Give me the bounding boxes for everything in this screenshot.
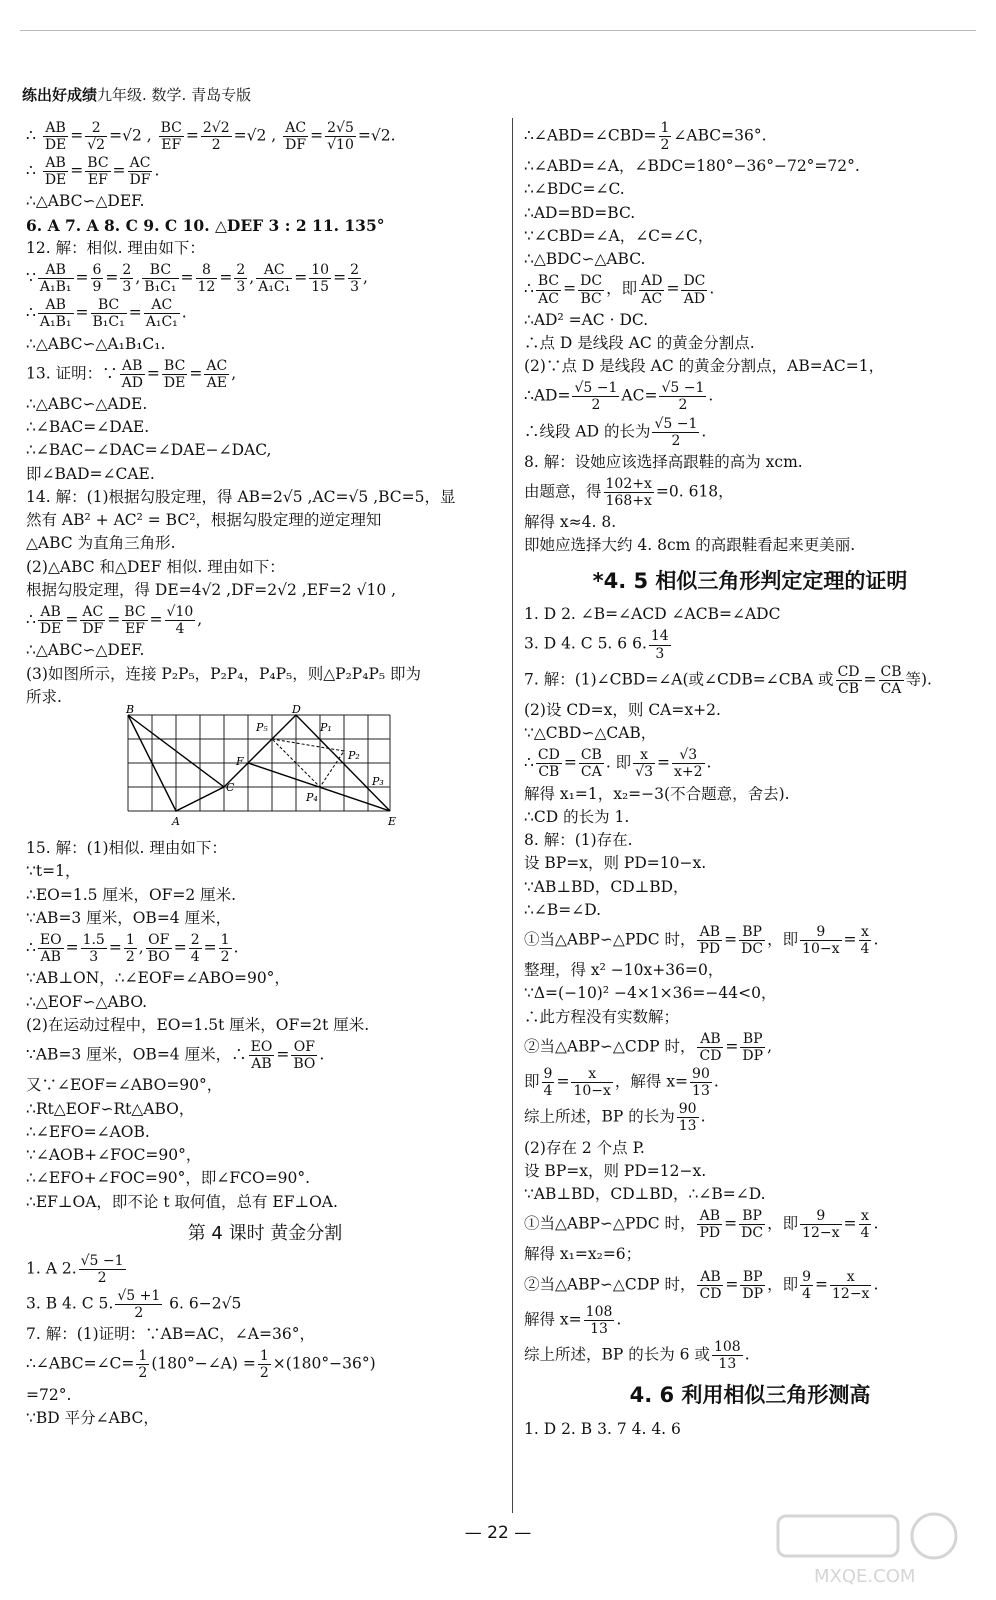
fraction: $\frac{1}{2}$ xyxy=(660,120,670,154)
fraction: $\frac{CB}{CA}$ xyxy=(580,747,602,781)
fraction: $\frac{AB}{\text{A₁B₁}}$ xyxy=(39,262,72,296)
right-line: 由题意，得 $\frac{102+x}{168+x}$ =0. 618， xyxy=(524,476,734,510)
left-line: ∴∠BAC=∠DAE. xyxy=(26,418,150,437)
right-column xyxy=(524,118,976,1441)
fraction: $\frac{BP}{DP}$ xyxy=(742,1030,764,1065)
label-p2: P₂ xyxy=(348,749,360,763)
problem-heading: 15. 解：(1)相似. 理由如下： xyxy=(26,839,227,858)
fraction: $\frac{√5 -1}{2}$ xyxy=(654,415,698,449)
left-line: 即∠BAD=∠CAE. xyxy=(26,464,155,483)
problem-heading: 12. 解：相似. 理由如下： xyxy=(26,238,205,257)
label-e: E xyxy=(388,815,397,829)
answer-row: 1. D 2. B 3. 7 4. 4. 6 xyxy=(524,1419,681,1438)
section-title: 4. 6 利用相似三角形测高 xyxy=(629,1383,871,1408)
right-line: 解得 x₁=x₂=6； xyxy=(524,1245,642,1264)
left-column xyxy=(26,118,504,1430)
left-line: ∴ $\frac{AB}{\text{A₁B₁}}$ = $\frac{BC}{\text{B₁C₁}}$ = $\frac{AC}{\text{A₁C₁}}$ . xyxy=(26,297,187,331)
answer-row: 3. D 4. C 5. 6 6. $\frac{14}{3}$ xyxy=(524,628,669,662)
fraction: $\frac{10}{15}$ xyxy=(311,262,330,296)
fraction: $\frac{OF}{BO}$ xyxy=(147,932,170,966)
fraction: $\frac{√3}{x+2}$ xyxy=(674,747,703,781)
fraction: $\frac{CD}{CB}$ xyxy=(837,663,860,697)
fraction: $\frac{√5 +1}{2}$ xyxy=(117,1287,161,1322)
right-line: ∵AB⊥BD，CD⊥BD， xyxy=(524,877,689,896)
right-line: 设 BP=x，则 PD=12−x. xyxy=(524,1161,707,1180)
right-line: ∵∠CBD=∠A，∠C=∠C， xyxy=(524,226,714,245)
fraction: $\frac{2}{√2}$ xyxy=(87,120,106,154)
t: = xyxy=(70,161,84,180)
fraction: $\frac{90}{13}$ xyxy=(678,1101,697,1135)
fraction: $\frac{BP}{DP}$ xyxy=(742,1268,764,1302)
label-f: F xyxy=(236,755,244,769)
label-c: C xyxy=(226,781,235,795)
fraction: $\frac{1}{2}$ xyxy=(220,932,230,966)
lesson-title: 第 4 课时 黄金分割 xyxy=(187,1222,343,1244)
problem-heading: 8. 解：设她应该选择高跟鞋的高为 xcm. xyxy=(524,452,803,471)
right-line: 解得 x≈4. 8. xyxy=(524,513,617,532)
left-line: ∵AB⊥ON，∴∠EOF=∠ABO=90°， xyxy=(26,969,290,988)
t: =√2 , xyxy=(233,126,277,145)
right-line: ∴ $\frac{BC}{AC}$ = $\frac{DC}{BC}$ ，即 $\frac{AD}{AC}$ = $\frac{DC}{AD}$ . xyxy=(524,273,715,307)
grid-diagram xyxy=(126,703,397,833)
fraction: $\frac{14}{3}$ xyxy=(650,628,669,662)
t: =√2. xyxy=(357,126,396,145)
answer-row: 6. A 7. A 8. C 9. C 10. △DEF 3 : 2 11. 135° xyxy=(26,215,385,235)
problem-heading: 8. 解：(1)存在. xyxy=(524,831,633,849)
fraction: $\frac{9}{4}$ xyxy=(802,1268,812,1302)
left-line: =72°. xyxy=(26,1385,72,1404)
t: ∴ xyxy=(26,161,36,180)
t: = xyxy=(70,126,84,145)
fraction: $\frac{x}{4}$ xyxy=(860,924,870,958)
fraction: $\frac{x}{12-x}$ xyxy=(832,1268,870,1302)
left-line: ∵ $\frac{AB}{\text{A₁B₁}}$ = $\frac{6}{9}$ = $\frac{2}{3}$ , $\frac{BC}{\text{B₁C₁}}$ = $\frac{8}{12}$ = $\frac{2}{3}$ , $\frac{AC}{\text{A₁C₁}}$ = $\frac{10}{15}$ = $\frac{2}{3}$ , xyxy=(26,262,368,296)
left-line: ∴EF⊥OA，即不论 t 取何值，总有 EF⊥OA. xyxy=(26,1192,338,1211)
watermark-text: MXQE.COM xyxy=(814,1566,916,1587)
right-line: 即 $\frac{9}{4}$ = $\frac{x}{10-x}$ ，解得 x= $\frac{90}{13}$ . xyxy=(524,1066,719,1100)
fraction: $\frac{AB}{DE}$ xyxy=(39,604,62,638)
right-line: ∴△BDC∽△ABC. xyxy=(524,250,646,269)
right-line: (2)设 CD=x，则 CA=x+2. xyxy=(524,700,721,719)
right-line: (2)存在 2 个点 P. xyxy=(524,1138,645,1157)
left-line: ∴△ABC∽△DEF. xyxy=(26,641,145,660)
fraction: $\frac{BC}{EF}$ xyxy=(160,120,182,154)
right-line: ∴∠B=∠D. xyxy=(524,900,602,919)
right-line: ∴∠ABD=∠A，∠BDC=180°−36°−72°=72°. xyxy=(524,157,860,176)
left-line: ∴Rt△EOF∽Rt△ABO， xyxy=(26,1099,195,1118)
right-line: ∴CD 的长为 1. xyxy=(524,807,630,826)
fraction: $\frac{CD}{CB}$ xyxy=(537,747,560,781)
fraction: $\frac{AB}{PD}$ xyxy=(699,924,721,958)
fraction: $\frac{2√2}{2}$ xyxy=(202,120,230,154)
label-p5: P₅ xyxy=(256,721,268,735)
fraction: $\frac{DC}{AD}$ xyxy=(683,273,706,307)
fraction: $\frac{x}{√3}$ xyxy=(635,747,653,781)
fraction: $\frac{DC}{BC}$ xyxy=(580,273,603,307)
left-line: ∴EO=1.5 厘米，OF=2 厘米. xyxy=(26,885,237,904)
fraction: $\frac{√5 -1}{2}$ xyxy=(574,380,618,414)
label-a: A xyxy=(172,815,180,829)
right-line: 综上所述，BP 的长为 6 或 $\frac{108}{13}$ . xyxy=(524,1339,750,1373)
fraction: $\frac{CB}{CA}$ xyxy=(880,663,902,697)
right-line: 即她应选择大约 4. 8cm 的高跟鞋看起来更美丽. xyxy=(524,536,856,555)
label-d: D xyxy=(292,703,301,717)
section-title: *4. 5 相似三角形判定定理的证明 xyxy=(592,568,908,593)
left-line: 又∵∠EOF=∠ABO=90°， xyxy=(26,1076,223,1095)
right-line: ②当△ABP∽△CDP 时， $\frac{AB}{CD}$ = $\frac{BP}{DP}$ ，即 $\frac{9}{4}$ = $\frac{x}{12-x}$ . xyxy=(524,1268,879,1302)
left-line: 1. A 2. $\frac{√5 -1}{2}$ xyxy=(26,1252,124,1286)
fraction: $\frac{9}{4}$ xyxy=(543,1066,553,1100)
right-line: ∴AD= $\frac{√5 -1}{2}$ AC= $\frac{√5 -1}{2}$ . xyxy=(524,380,714,414)
fraction: $\frac{9}{10-x}$ xyxy=(802,924,840,958)
left-line: △ABC 为直角三角形. xyxy=(26,534,176,553)
watermark-logo xyxy=(774,1510,974,1590)
fraction: $\frac{AB}{CD}$ xyxy=(699,1268,722,1302)
fraction: $\frac{BP}{DC}$ xyxy=(741,924,764,958)
right-line: ∴点 D 是线段 AC 的黄金分割点. xyxy=(524,333,755,352)
fraction: $\frac{AB}{DE}$ xyxy=(44,155,67,189)
left-line: (2)在运动过程中，EO=1.5t 厘米，OF=2t 厘米. xyxy=(26,1015,370,1034)
left-line: ∴∠EFO=∠AOB. xyxy=(26,1122,150,1141)
right-line: ∴∠ABD=∠CBD= $\frac{1}{2}$ ∠ABC=36°. xyxy=(524,120,767,154)
fraction: $\frac{AC}{\text{A₁C₁}}$ xyxy=(258,262,291,296)
header-subject: 九年级. 数学. 青岛专版 xyxy=(97,86,252,104)
fraction: $\frac{BC}{AC}$ xyxy=(537,273,560,307)
left-line: 根据勾股定理，得 DE=4√2 ,DF=2√2 ,EF=2 √10 , xyxy=(26,580,397,599)
left-line: ∴ $\frac{EO}{AB}$ = $\frac{1.5}{3}$ = $\frac{1}{2}$ , $\frac{OF}{BO}$ = $\frac{2}{4}$ = $\frac{1}{2}$ . xyxy=(26,932,239,966)
right-line: 解得 x₁=1，x₂=−3(不合题意，舍去). xyxy=(524,784,790,803)
fraction: $\frac{AB}{AD}$ xyxy=(121,357,143,391)
fraction: $\frac{AB}{DE}$ xyxy=(44,120,67,154)
t: =√2 , xyxy=(109,126,152,145)
fraction: $\frac{AB}{CD}$ xyxy=(699,1030,722,1065)
t: ∵ xyxy=(26,268,36,287)
fraction: $\frac{1.5}{3}$ xyxy=(82,932,105,966)
left-line: 14. 解：(1)根据勾股定理，得 AB=2√5 ,AC=√5 ,BC=5，显 xyxy=(26,487,456,506)
left-line: ∴∠BAC−∠DAC=∠DAE−∠DAC, xyxy=(26,441,272,460)
right-line: 综上所述，BP 的长为 $\frac{90}{13}$ . xyxy=(524,1101,706,1135)
left-line: (3)如图所示，连接 P₂P₅，P₂P₄，P₄P₅，则△P₂P₄P₅ 即为 xyxy=(26,664,422,683)
left-line: ∴∠EFO+∠FOC=90°，即∠FCO=90°. xyxy=(26,1169,311,1188)
right-line: ∵△CBD∽△CAB， xyxy=(524,724,657,743)
label-p4: P₄ xyxy=(306,791,318,805)
right-line: ∴此方程没有实数解； xyxy=(524,1007,680,1026)
right-line: ∴ $\frac{CD}{CB}$ = $\frac{CB}{CA}$ . 即 $\frac{x}{√3}$ = $\frac{√3}{x+2}$ . xyxy=(524,747,712,781)
fraction: $\frac{90}{13}$ xyxy=(692,1066,710,1100)
left-line: 3. B 4. C 5. $\frac{√5 +1}{2}$ 6. 6−2√5 xyxy=(26,1287,242,1322)
left-line: 13. 证明：∵ $\frac{AB}{AD}$ = $\frac{BC}{DE}$ = $\frac{AC}{AE}$ , xyxy=(26,357,237,391)
fraction: $\frac{AC}{DF}$ xyxy=(285,120,307,154)
label-b: B xyxy=(126,703,135,717)
left-line: ∴ $\frac{AB}{DE}$ = $\frac{AC}{DF}$ = $\frac{BC}{EF}$ = $\frac{√10}{4}$ , xyxy=(26,604,203,638)
fraction: $\frac{√5 -1}{2}$ xyxy=(80,1252,124,1286)
fraction: $\frac{108}{13}$ xyxy=(585,1303,613,1337)
left-line: ∵AB=3 厘米，OB=4 厘米，∴ $\frac{EO}{AB}$ = $\frac{OF}{BO}$ . xyxy=(26,1039,325,1073)
fraction: $\frac{BC}{EF}$ xyxy=(87,155,109,189)
left-line: ∴△EOF∽△ABO. xyxy=(26,992,148,1011)
fraction: $\frac{1}{2}$ xyxy=(125,932,135,966)
header-brand: 练出好成绩 xyxy=(22,86,98,104)
t: . xyxy=(154,161,160,180)
fraction: $\frac{EO}{AB}$ xyxy=(250,1039,273,1073)
fraction: $\frac{BP}{DC}$ xyxy=(741,1208,764,1242)
fraction: $\frac{x}{4}$ xyxy=(860,1208,870,1242)
top-rule xyxy=(20,30,976,31)
fraction: $\frac{BC}{\text{B₁C₁}}$ xyxy=(144,262,177,296)
fraction: $\frac{AC}{DF}$ xyxy=(82,604,104,638)
fraction: $\frac{BC}{\text{B₁C₁}}$ xyxy=(92,297,125,331)
right-line: ∵AB⊥BD，CD⊥BD，∴∠B=∠D. xyxy=(524,1185,766,1203)
fraction: $\frac{8}{12}$ xyxy=(197,262,216,296)
right-line: ①当△ABP∽△PDC 时， $\frac{AB}{PD}$ = $\frac{BP}{DC}$ ，即 $\frac{9}{12-x}$ = $\frac{x}{4}$ . xyxy=(524,1208,879,1242)
fraction: $\frac{AB}{\text{A₁B₁}}$ xyxy=(39,297,72,331)
fraction: $\frac{AC}{\text{A₁C₁}}$ xyxy=(145,297,178,331)
fraction: $\frac{√5 -1}{2}$ xyxy=(661,380,705,414)
left-line xyxy=(26,155,504,188)
left-line: ∵BD 平分∠ABC， xyxy=(26,1408,159,1427)
left-line: ∵AB=3 厘米，OB=4 厘米， xyxy=(26,908,232,927)
answer-row: 1. D 2. ∠B=∠ACD ∠ACB=∠ADC xyxy=(524,605,781,624)
fraction: $\frac{AC}{DF}$ xyxy=(129,155,151,189)
left-line: ∴△ABC∽△ADE. xyxy=(26,394,148,413)
t: ∴ xyxy=(26,126,36,145)
left-line xyxy=(26,120,504,153)
fraction: $\frac{2}{3}$ xyxy=(236,262,246,296)
fraction: $\frac{BC}{EF}$ xyxy=(124,604,146,638)
left-line: 然有 AB² + AC² = BC²，根据勾股定理的逆定理知 xyxy=(26,511,382,530)
left-line: 所求. xyxy=(26,687,62,706)
right-line: ∴AD=BD=BC. xyxy=(524,203,636,222)
t: = xyxy=(112,161,126,180)
fraction: $\frac{2}{4}$ xyxy=(190,932,200,966)
fraction: $\frac{EO}{AB}$ xyxy=(39,932,62,966)
fraction: $\frac{6}{9}$ xyxy=(92,262,102,296)
fraction: $\frac{x}{10-x}$ xyxy=(573,1066,611,1100)
left-line: ∵t=1， xyxy=(26,862,81,881)
fraction: $\frac{108}{13}$ xyxy=(713,1339,741,1373)
right-line: ∵Δ=(−10)² −4×1×36=−44<0， xyxy=(524,984,777,1003)
grid-figure xyxy=(126,703,397,833)
left-line: (2)△ABC 和△DEF 相似. 理由如下： xyxy=(26,557,285,576)
fraction: $\frac{102+x}{168+x}$ xyxy=(605,476,652,510)
right-line: 解得 x= $\frac{108}{13}$ . xyxy=(524,1303,622,1337)
fraction: $\frac{2}{3}$ xyxy=(122,262,132,296)
t: = xyxy=(310,126,324,145)
fraction: $\frac{9}{12-x}$ xyxy=(802,1208,840,1242)
fraction: $\frac{2}{3}$ xyxy=(350,262,359,296)
fraction: $\frac{AD}{AC}$ xyxy=(641,273,663,307)
left-line: ∴△ABC∽△A₁B₁C₁. xyxy=(26,334,166,353)
running-header xyxy=(22,84,251,105)
right-line: ①当△ABP∽△PDC 时， $\frac{AB}{PD}$ = $\frac{BP}{DC}$ ，即 $\frac{9}{10-x}$ = $\frac{x}{4}$ . xyxy=(524,924,879,958)
fraction: $\frac{2√5}{√10}$ xyxy=(327,120,354,154)
left-line: ∴∠ABC=∠C= $\frac{1}{2}$ (180°−∠A) = $\frac{1}{2}$ ×(180°−36°) xyxy=(26,1348,376,1382)
fraction: $\frac{1}{2}$ xyxy=(259,1348,269,1382)
left-line: ∴△ABC∽△DEF. xyxy=(26,192,145,211)
right-line: 整理，得 x² −10x+36=0， xyxy=(524,961,724,980)
right-line: ∴AD² =AC · DC. xyxy=(524,310,649,329)
fraction: $\frac{AB}{PD}$ xyxy=(699,1208,721,1242)
fraction: $\frac{OF}{BO}$ xyxy=(293,1039,316,1073)
left-line: ∵∠AOB+∠FOC=90°， xyxy=(26,1146,202,1164)
right-line: ∴线段 AD 的长为 $\frac{√5 -1}{2}$ . xyxy=(524,415,707,449)
problem-heading: 7. 解：(1)证明：∵AB=AC，∠A=36°， xyxy=(26,1325,315,1344)
right-line: 设 BP=x，则 PD=10−x. xyxy=(524,854,707,873)
right-line: (2)∵点 D 是线段 AC 的黄金分割点，AB=AC=1， xyxy=(524,357,885,376)
t: = xyxy=(185,126,199,145)
page-number: — 22 — xyxy=(464,1523,532,1543)
fraction: $\frac{BC}{DE}$ xyxy=(163,357,186,391)
label-p3: P₃ xyxy=(372,775,384,789)
label-p1: P₁ xyxy=(320,721,332,735)
right-line: 7. 解：(1)∠CBD=∠A(或∠CDB=∠CBA 或 $\frac{CD}{CB}$ = $\frac{CB}{CA}$ 等). xyxy=(524,663,932,697)
fraction: $\frac{AC}{AE}$ xyxy=(206,357,228,391)
fraction: $\frac{√10}{4}$ xyxy=(166,604,194,638)
right-line: ∴∠BDC=∠C. xyxy=(524,180,625,199)
fraction: $\frac{1}{2}$ xyxy=(138,1348,148,1382)
column-divider xyxy=(512,118,513,1513)
right-line: ②当△ABP∽△CDP 时， $\frac{AB}{CD}$ = $\frac{BP}{DP}$ , xyxy=(524,1030,773,1065)
